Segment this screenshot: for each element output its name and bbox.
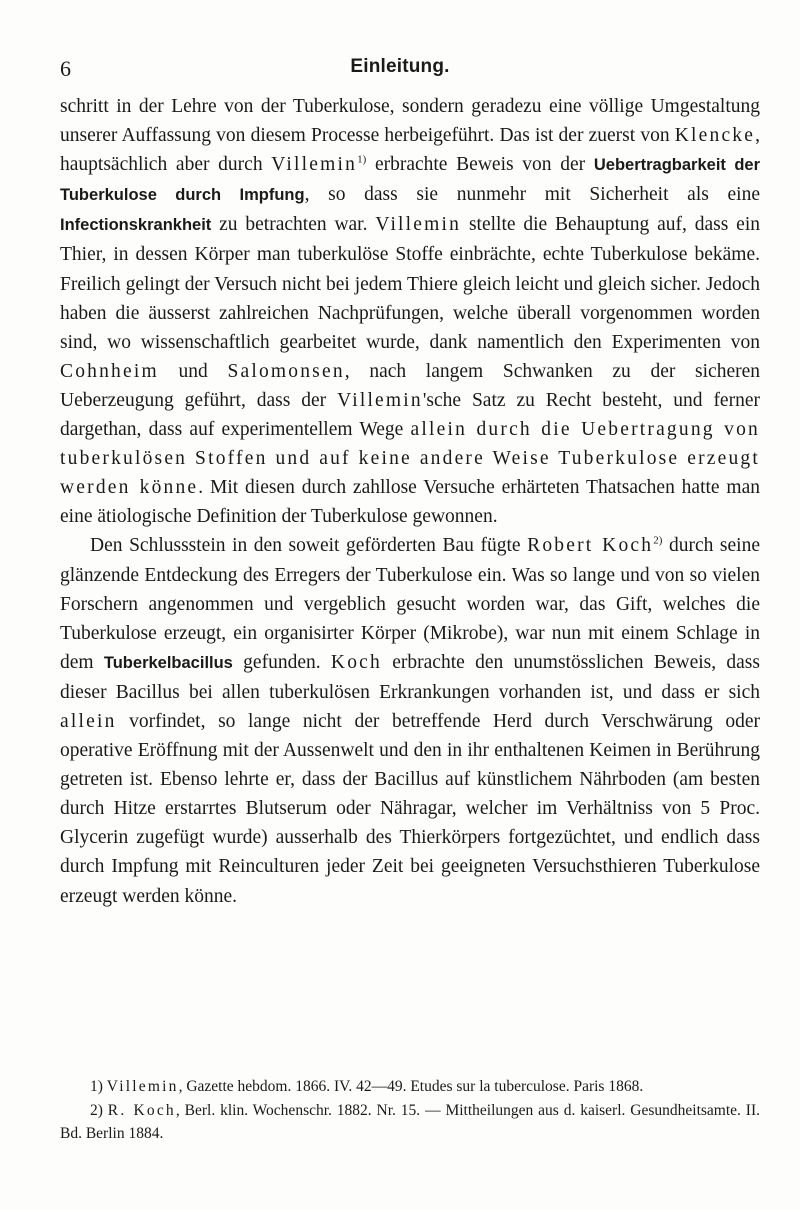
footnote-text: , Gazette hebdom. 1866. IV. 42—49. Etudes sur la tuberculose. Paris 1868. (178, 1078, 644, 1095)
text-run: , nach langem Schwanken zu der sicheren Ueberzeugung geführt, dass der (60, 360, 760, 411)
bold-phrase: Infectionskrankheit (60, 216, 212, 235)
paragraph-1 (60, 92, 760, 531)
author-name: Salomonsen (227, 360, 345, 382)
page-header (60, 56, 740, 82)
author-name: Villemin (337, 389, 423, 411)
text-run: erbrachte den unumstösslichen Beweis, dass dieser Bacillus bei allen tuberkulösen Erkrankungen vorhanden ist, und dass er sich (60, 651, 760, 703)
text-run: Den Schlussstein in den soweit geförderten Bau fügte (90, 535, 528, 557)
text-run: 'sche Satz zu Recht besteht, und ferner dargethan, dass auf experimentellem Wege (60, 389, 760, 441)
text-run: und (158, 360, 228, 382)
running-head: Einleitung. (350, 56, 450, 77)
text-run: gefunden. (232, 651, 331, 673)
footnote-marker: 1) (90, 1078, 107, 1095)
text-run: . Mit diesen durch zahllose Versuche erhärteten Thatsachen hatte man eine ätiologische Definition der Tuberkulose gewonnen. (60, 477, 760, 528)
text-run: stellte die Behauptung auf, dass ein Thier, in dessen Körper man tuberkulöse Stoffe einbrächte, echte Tuberkulose bekäme. Freilich gelingt der Versuch nicht bei jedem Thiere gleich leicht und gleich sicher. Jedoch haben die äusserst zahlreichen Nachprüfungen, welche überall vorgenommen worden sind, wo wissenschaftlich gearbeitet wurde, dank namentlich den Experimenten von (60, 214, 760, 353)
footnote-ref-1: 1) (357, 153, 367, 166)
spaced-phrase: allein (60, 710, 117, 732)
page-number: 6 (60, 56, 71, 81)
footnote-1 (60, 1075, 760, 1099)
text-run: zu betrachten war. (211, 214, 376, 236)
footnotes (60, 1075, 760, 1146)
author-name: Cohnheim (60, 360, 159, 382)
text-run: vorfindet, so lange nicht der betreffende Herd durch Verschwärung oder operative Eröffnung mit der Aussenwelt und den in ihr enthaltenen Keimen in Berührung getreten ist. Ebenso lehrte er, dass der Bacillus auf künstlichem Nährboden (am besten durch Hitze erstarrtes Blutserum oder Nähragar, welcher im Verhältniss von 5 Proc. Glycerin zugefügt wurde) ausserhalb des Thierkörpers fortgezüchtet, und endlich dass durch Impfung mit Reinculturen jeder Zeit bei geeigneten Versuchsthieren Tuberkulose erzeugt werden könne. (60, 710, 760, 907)
author-name: Robert Koch (527, 535, 654, 557)
paragraph-2 (60, 531, 760, 910)
bold-phrase: Tuberkelbacillus (103, 653, 233, 672)
author-name: Villemin (375, 214, 462, 236)
footnote-ref-2: 2) (653, 534, 663, 547)
spaced-phrase: allein durch die Uebertragung von tuberkulösen Stoffen und auf keine andere Weise Tuberkulose erzeugt werden könne (60, 419, 760, 499)
footnote-marker: 2) (90, 1101, 108, 1119)
text-run: erbrachte Beweis von der (366, 154, 594, 176)
author-name: R. Koch (107, 1101, 176, 1119)
main-text (60, 92, 760, 911)
text-run: , so dass sie nunmehr mit Sicherheit als eine (304, 184, 760, 206)
text-run: durch seine glänzende Entdeckung des Erregers der Tuberkulose ein. Was so lange und von so vielen Forschern angenommen und vergeblich gesucht worden war, das Gift, welches die Tuberkulose erzeugt, ein organisirter Körper (Mikrobe), war nun mit einem Schlage in dem (60, 535, 760, 673)
author-name: Villemin (106, 1078, 179, 1095)
author-name: Koch (330, 651, 382, 673)
footnote-2 (60, 1099, 760, 1146)
footnote-text: , Berl. klin. Wochenschr. 1882. Nr. 15. — Mittheilungen aus d. kaiserl. Gesundheitsamte. II. Bd. Berlin 1884. (60, 1101, 760, 1142)
text-run: , hauptsächlich aber durch (60, 125, 760, 176)
text-run: schritt in der Lehre von der Tuberkulose, sondern geradezu eine völlige Umgestaltung unserer Auffassung von diesem Processe herbeigeführt. Das ist der zuerst von (60, 96, 760, 147)
author-name: Villemin (271, 154, 358, 176)
bold-phrase: Uebertragbarkeit der Tuberkulose durch Impfung (60, 156, 761, 205)
author-name: Klencke (674, 125, 756, 147)
